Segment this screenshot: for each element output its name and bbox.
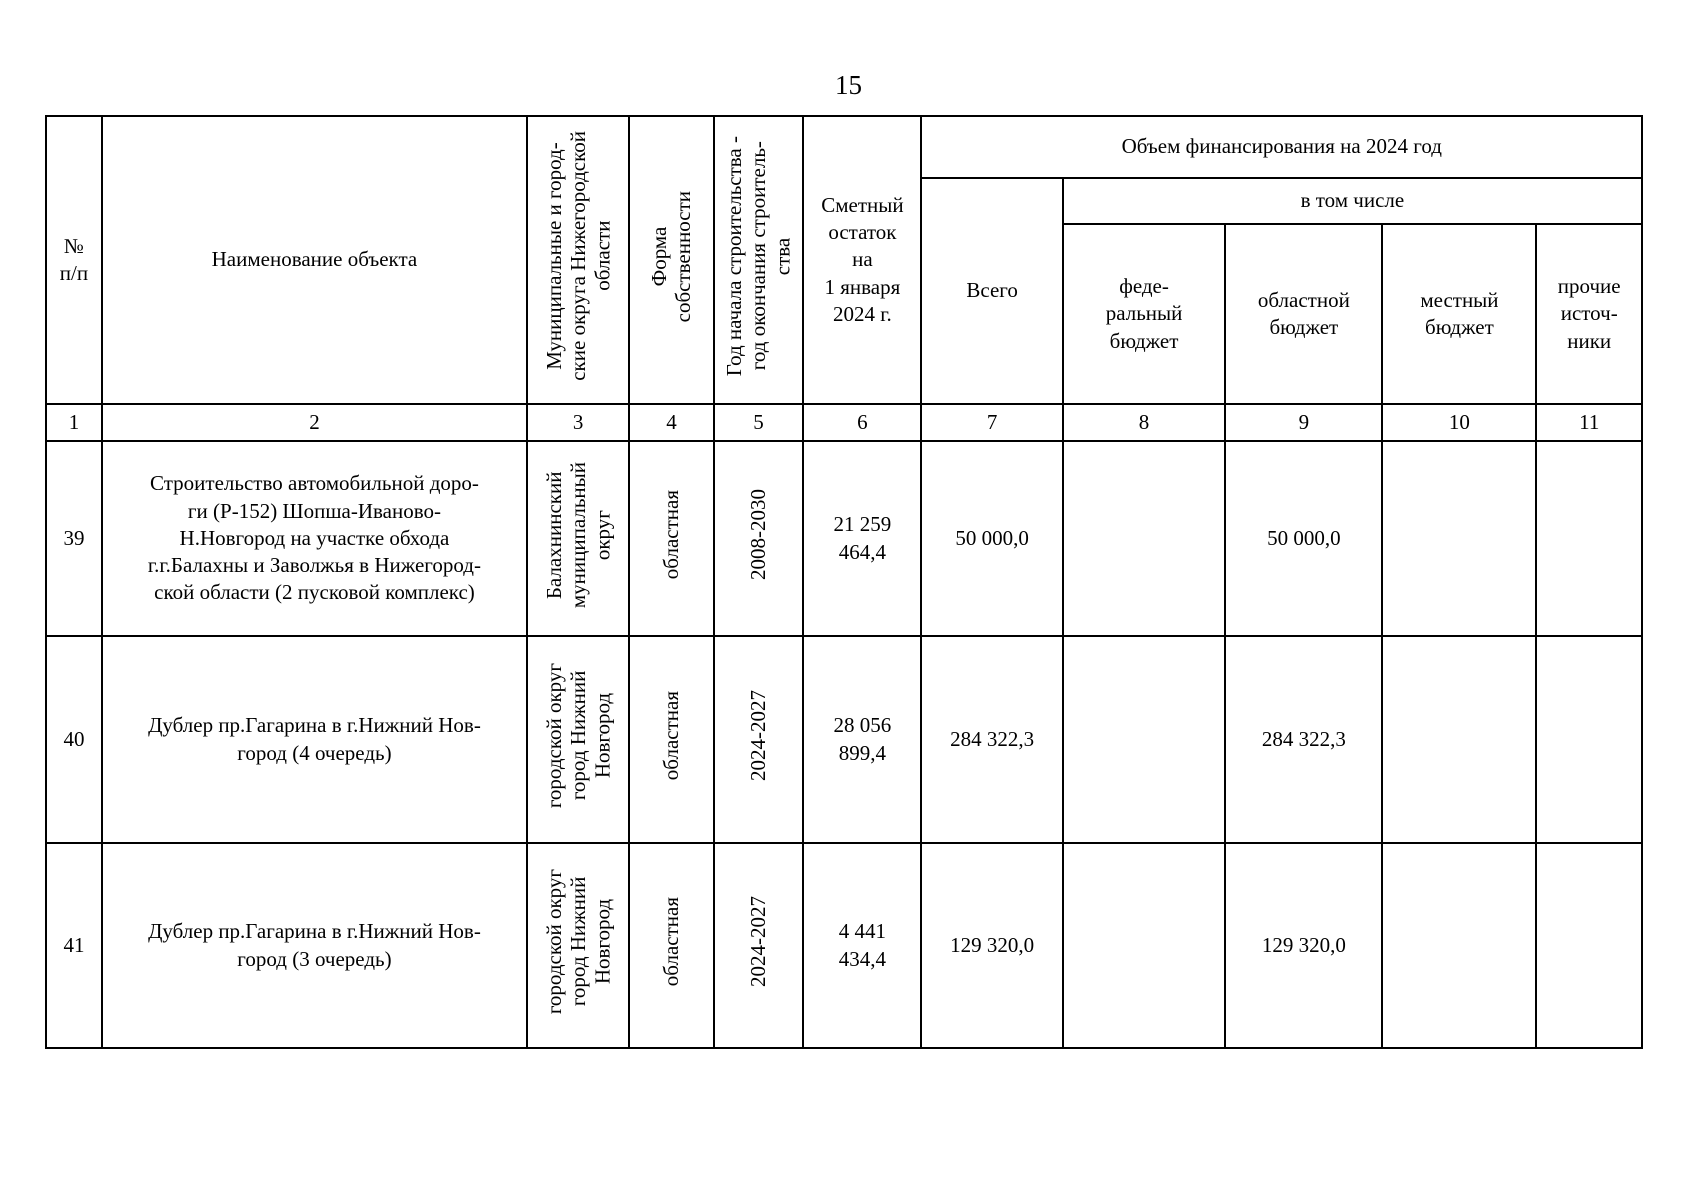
column-number: 4 bbox=[629, 404, 713, 441]
row-regional: 129 320,0 bbox=[1225, 843, 1382, 1048]
page-number: 15 bbox=[835, 70, 862, 100]
row-municipality: Балахнинский муниципальный округ bbox=[527, 441, 629, 636]
row-federal bbox=[1063, 636, 1225, 843]
column-number: 6 bbox=[803, 404, 921, 441]
row-num: 41 bbox=[46, 843, 102, 1048]
column-number: 8 bbox=[1063, 404, 1225, 441]
row-local bbox=[1382, 441, 1536, 636]
row-years: 2008-2030 bbox=[714, 441, 804, 636]
row-total: 284 322,3 bbox=[921, 636, 1062, 843]
row-other bbox=[1536, 441, 1642, 636]
row-object-name: Строительство автомобильной доро- ги (Р-152) Шопша-Иваново- Н.Новгород на участке обхода г.г.Балахны и Заволжья в Нижегород- ской области (2 пусковой комплекс) bbox=[102, 441, 527, 636]
column-number: 10 bbox=[1382, 404, 1536, 441]
column-number: 9 bbox=[1225, 404, 1382, 441]
financing-table bbox=[45, 115, 1643, 1049]
column-number: 11 bbox=[1536, 404, 1642, 441]
header-remainder: Сметный остаток на 1 января 2024 г. bbox=[803, 116, 921, 404]
row-remainder: 4 441 434,4 bbox=[803, 843, 921, 1048]
row-object-name: Дублер пр.Гагарина в г.Нижний Нов- город (3 очередь) bbox=[102, 843, 527, 1048]
column-number: 7 bbox=[921, 404, 1062, 441]
row-num: 40 bbox=[46, 636, 102, 843]
header-federal: феде- ральный бюджет bbox=[1063, 224, 1225, 404]
row-federal bbox=[1063, 843, 1225, 1048]
header-municipality: Муниципальные и город- ские округа Нижегородской области bbox=[527, 116, 629, 404]
row-remainder: 28 056 899,4 bbox=[803, 636, 921, 843]
row-other bbox=[1536, 843, 1642, 1048]
row-regional: 284 322,3 bbox=[1225, 636, 1382, 843]
row-federal bbox=[1063, 441, 1225, 636]
header-total: Всего bbox=[921, 178, 1062, 404]
header-years: Год начала строительства - год окончания строитель- ства bbox=[714, 116, 804, 404]
row-municipality: городской округ город Нижний Новгород bbox=[527, 843, 629, 1048]
table-row bbox=[46, 441, 1642, 636]
column-number: 1 bbox=[46, 404, 102, 441]
row-num: 39 bbox=[46, 441, 102, 636]
column-number: 2 bbox=[102, 404, 527, 441]
header-num: № п/п bbox=[46, 116, 102, 404]
row-municipality: городской округ город Нижний Новгород bbox=[527, 636, 629, 843]
table-row bbox=[46, 636, 1642, 843]
header-other: прочие источ- ники bbox=[1536, 224, 1642, 404]
column-numbers-row bbox=[46, 404, 1642, 441]
row-years: 2024-2027 bbox=[714, 636, 804, 843]
row-regional: 50 000,0 bbox=[1225, 441, 1382, 636]
row-ownership: областная bbox=[629, 843, 713, 1048]
row-local bbox=[1382, 843, 1536, 1048]
header-regional: областной бюджет bbox=[1225, 224, 1382, 404]
header-local: местный бюджет bbox=[1382, 224, 1536, 404]
row-total: 129 320,0 bbox=[921, 843, 1062, 1048]
row-local bbox=[1382, 636, 1536, 843]
header-including: в том числе bbox=[1063, 178, 1642, 224]
column-number: 3 bbox=[527, 404, 629, 441]
header-ownership: Форма собственности bbox=[629, 116, 713, 404]
table-row bbox=[46, 843, 1642, 1048]
header-funding-group: Объем финансирования на 2024 год bbox=[921, 116, 1642, 178]
row-object-name: Дублер пр.Гагарина в г.Нижний Нов- город (4 очередь) bbox=[102, 636, 527, 843]
header-name: Наименование объекта bbox=[102, 116, 527, 404]
column-number: 5 bbox=[714, 404, 804, 441]
row-ownership: областная bbox=[629, 636, 713, 843]
row-total: 50 000,0 bbox=[921, 441, 1062, 636]
row-years: 2024-2027 bbox=[714, 843, 804, 1048]
row-ownership: областная bbox=[629, 441, 713, 636]
row-other bbox=[1536, 636, 1642, 843]
row-remainder: 21 259 464,4 bbox=[803, 441, 921, 636]
